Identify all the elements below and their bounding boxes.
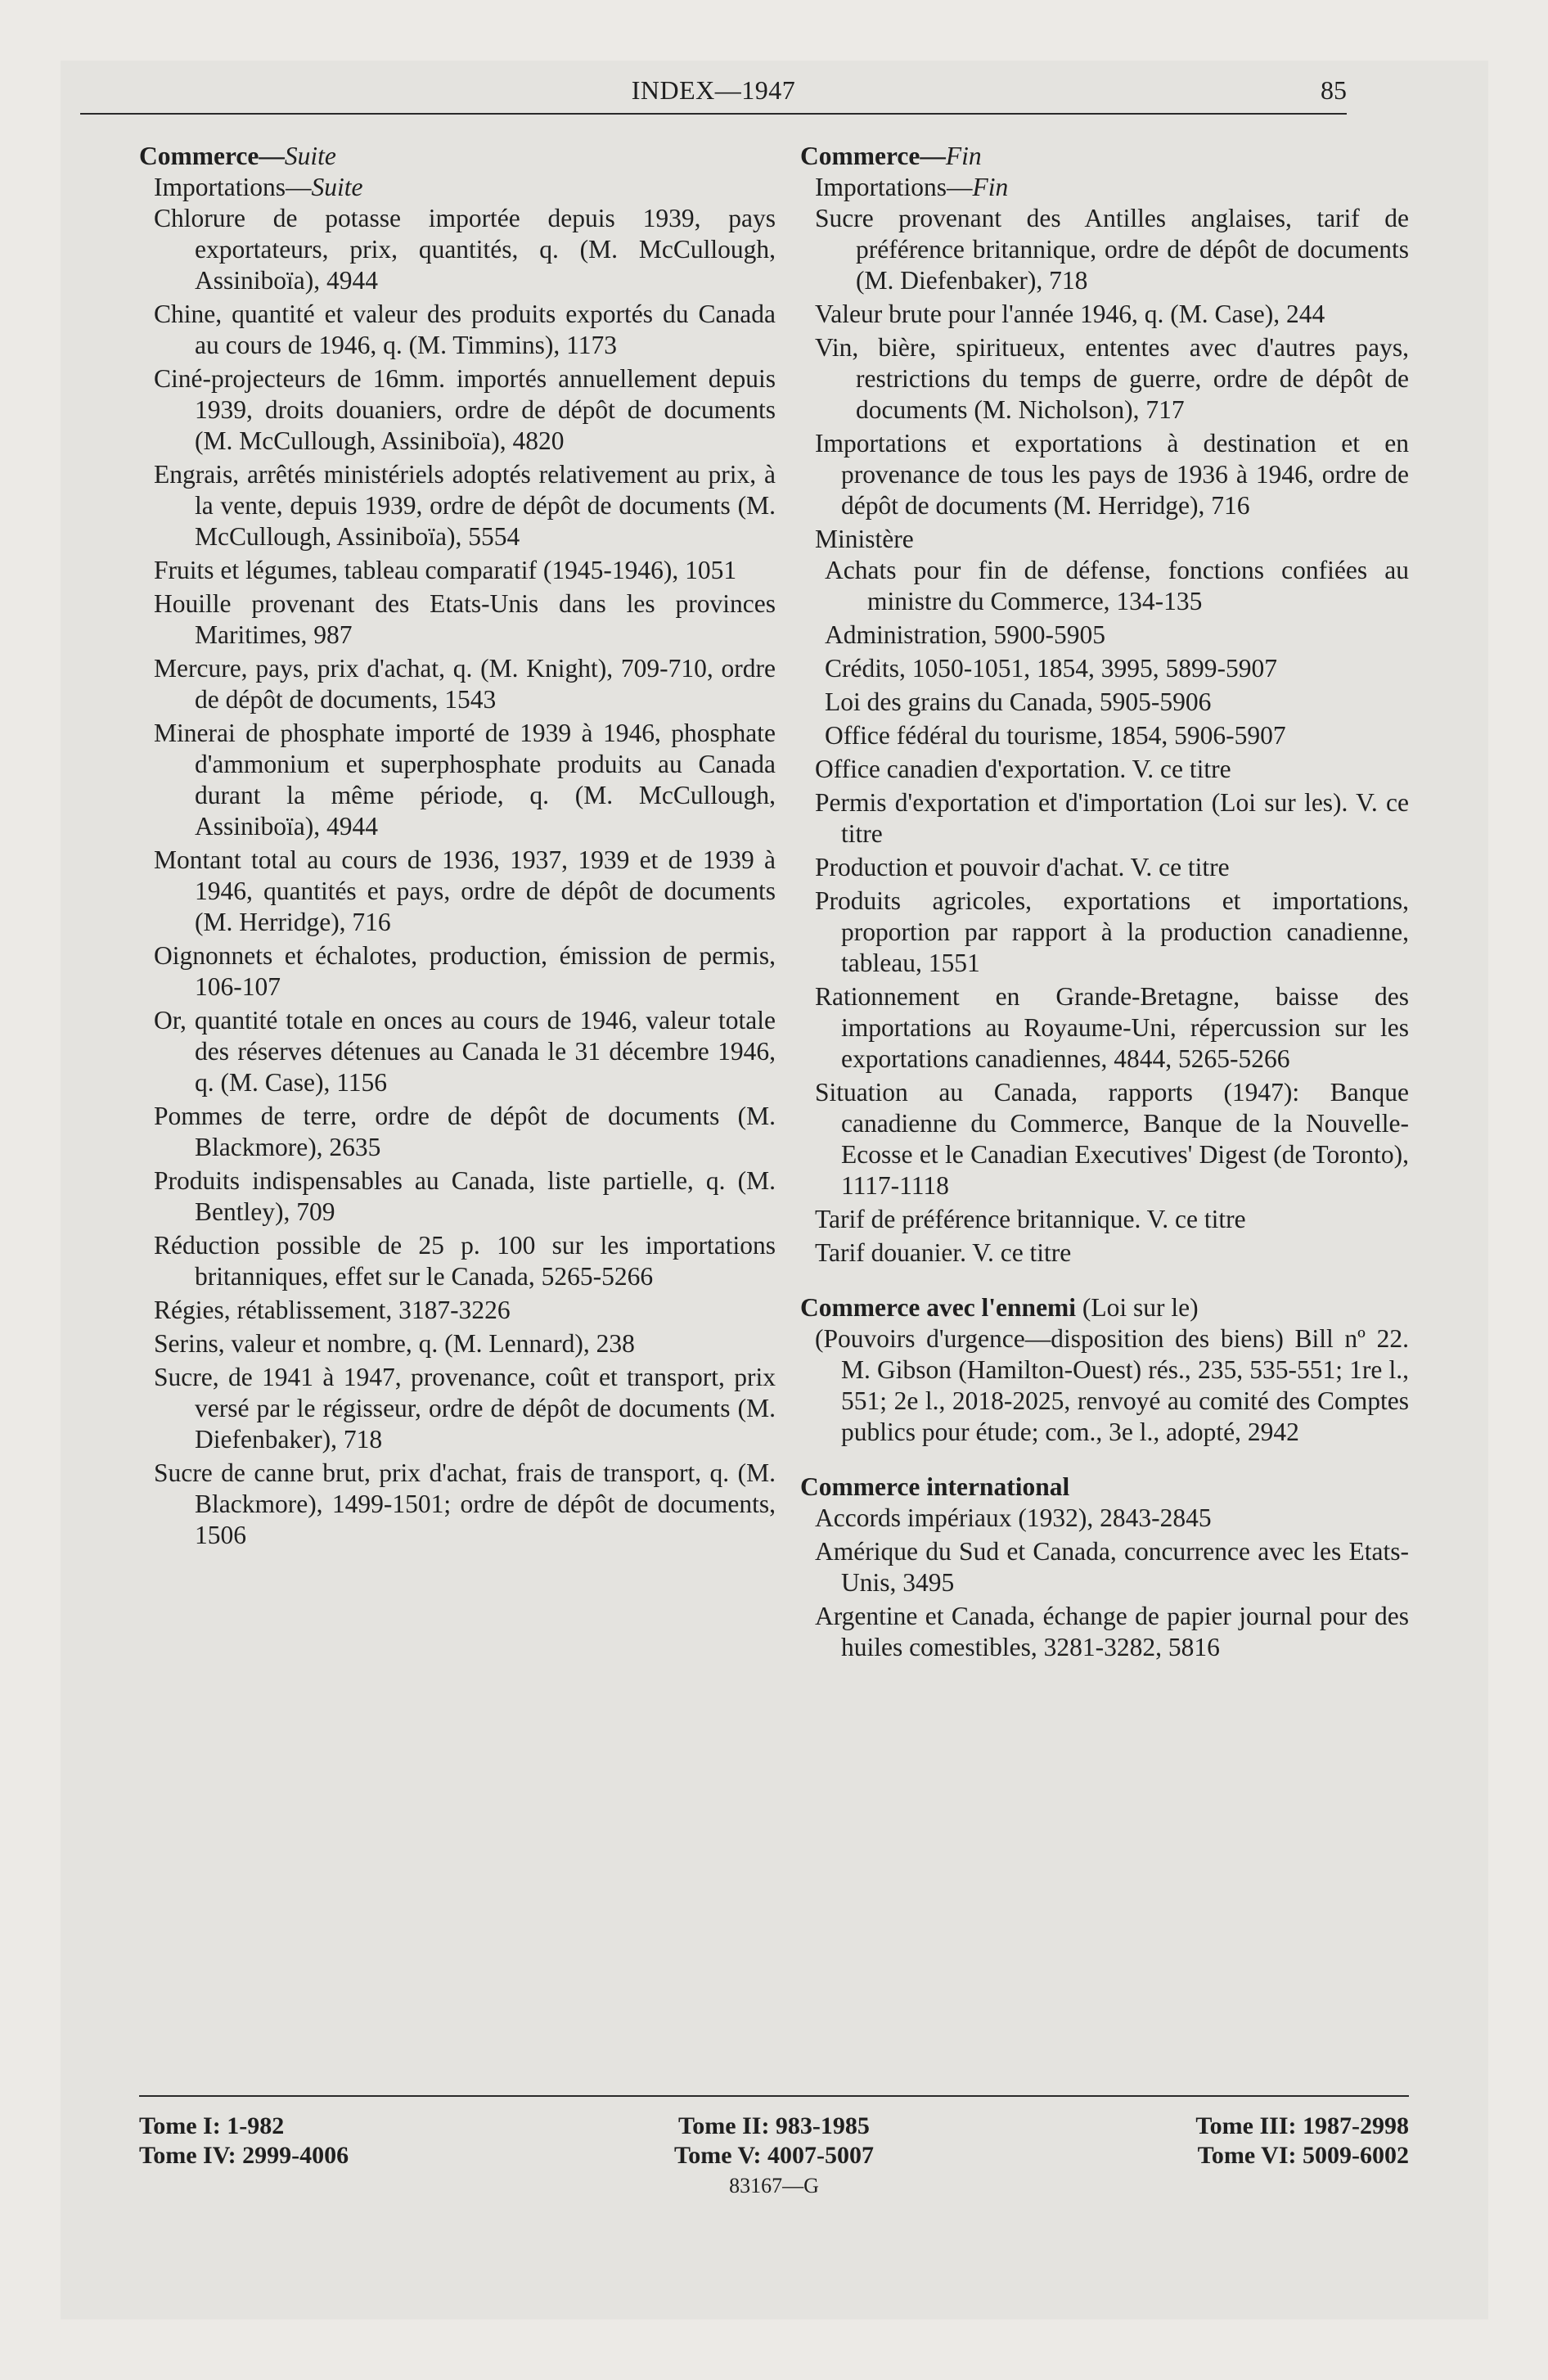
index-entry: Pommes de terre, ordre de dépôt de documents (M. Blackmore), 2635 — [154, 1102, 776, 1161]
index-entry: Chine, quantité et valeur des produits exportés du Canada au cours de 1946, q. (M. Timmins), 1173 — [154, 300, 776, 359]
index-entry: Réduction possible de 25 p. 100 sur les importations britanniques, effet sur le Canada, 5265-5266 — [154, 1231, 776, 1291]
index-entry: Ciné-projecteurs de 16mm. importés annuellement depuis 1939, droits douaniers, ordre de dépôt de documents (M. McCullough, Assiniboïa), 4820 — [154, 364, 776, 455]
print-code: 83167—G — [729, 2174, 819, 2197]
heading-text: Commerce— — [800, 142, 946, 170]
left-column — [139, 141, 776, 1553]
index-entry: Serins, valeur et nombre, q. (M. Lennard), 238 — [154, 1329, 635, 1358]
heading-suite: Suite — [284, 142, 336, 170]
index-entry: Montant total au cours de 1936, 1937, 1939 et de 1939 à 1946, quantités et pays, ordre de dépôt de documents (M. Herridge), 716 — [154, 845, 776, 936]
index-entry: (Pouvoirs d'urgence—disposition des biens) Bill nº 22. M. Gibson (Hamilton-Ouest) rés., 235, 535-551; 1re l., 551; 2e l., 2018-2025, renvoyé au comité des Comptes publics pour étude; com., 3e l., adopté, 2942 — [815, 1324, 1409, 1446]
tome-6: Tome VI: 5009-6002 — [1197, 2142, 1409, 2169]
index-entry: Sucre provenant des Antilles anglaises, tarif de préférence britannique, ordre de dépôt de documents (M. Diefenbaker), 718 — [815, 204, 1409, 295]
heading-fin: Fin — [945, 142, 982, 170]
ministere-label: Ministère — [815, 525, 914, 553]
index-entry: Production et pouvoir d'achat. V. ce titre — [815, 853, 1230, 881]
ennemi-heading-rest: (Loi sur le) — [1076, 1293, 1199, 1322]
index-entry: Administration, 5900-5905 — [825, 620, 1105, 649]
index-entry: Situation au Canada, rapports (1947): Banque canadienne du Commerce, Banque de la Nouvelle-Ecosse et le Canadian Executives' Digest (de Toronto), 1117-1118 — [815, 1078, 1409, 1200]
right-column — [800, 141, 1409, 1666]
index-entry: Tarif douanier. V. ce titre — [815, 1238, 1072, 1267]
index-entry: Office canadien d'exportation. V. ce titre — [815, 755, 1231, 783]
page-title: INDEX—1947 — [631, 75, 796, 105]
heading-text: Commerce— — [139, 142, 285, 170]
index-entry: Or, quantité totale en onces au cours de 1946, valeur totale des réserves détenues au Canada le 31 décembre 1946, q. (M. Case), 1156 — [154, 1006, 776, 1097]
index-entry: Valeur brute pour l'année 1946, q. (M. Case), 244 — [815, 300, 1325, 328]
section-heading — [139, 141, 776, 172]
index-entry: Mercure, pays, prix d'achat, q. (M. Knight), 709-710, ordre de dépôt de documents, 1543 — [154, 654, 776, 714]
page-number: 85 — [1321, 75, 1347, 105]
index-entry: Sucre de canne brut, prix d'achat, frais de transport, q. (M. Blackmore), 1499-1501; ordre de dépôt de documents, 1506 — [154, 1458, 776, 1549]
running-head — [80, 72, 1347, 115]
index-entry: Produits agricoles, exportations et importations, proportion par rapport à la production canadienne, tableau, 1551 — [815, 886, 1409, 977]
section-heading — [800, 141, 1409, 172]
index-entry: Houille provenant des Etats-Unis dans les provinces Maritimes, 987 — [154, 589, 776, 649]
index-entry: Fruits et légumes, tableau comparatif (1945-1946), 1051 — [154, 556, 737, 584]
index-entry: Engrais, arrêtés ministériels adoptés relativement au prix, à la vente, depuis 1939, ordre de dépôt de documents (M. McCullough, Assiniboïa), 5554 — [154, 460, 776, 551]
index-entry: Oignonnets et échalotes, production, émission de permis, 106-107 — [154, 941, 776, 1001]
spacer — [800, 1271, 1409, 1292]
index-entry: Accords impériaux (1932), 2843-2845 — [815, 1503, 1212, 1532]
footer-row-2 — [139, 2141, 1409, 2170]
index-entry: Rationnement en Grande-Bretagne, baisse des importations au Royaume-Uni, répercussion sur les exportations canadiennes, 4844, 5265-5266 — [815, 982, 1409, 1073]
tome-2: Tome II: 983-1985 — [678, 2112, 870, 2139]
index-entry: Sucre, de 1941 à 1947, provenance, coût et transport, prix versé par le régisseur, ordre de dépôt de documents (M. Diefenbaker), 718 — [154, 1363, 776, 1454]
subheading-text: Importations— — [815, 173, 973, 201]
ennemi-heading-bold: Commerce avec l'ennemi — [800, 1293, 1077, 1322]
index-entry: Vin, bière, spiritueux, ententes avec d'autres pays, restrictions du temps de guerre, ordre de dépôt de documents (M. Nicholson), 717 — [815, 333, 1409, 424]
footer — [139, 2095, 1409, 2198]
tome-3: Tome III: 1987-2998 — [1195, 2112, 1409, 2139]
index-entry: Minerai de phosphate importé de 1939 à 1946, phosphate d'ammonium et superphosphate produits au Canada durant la même période, q. (M. McCullough, Assiniboïa), 4944 — [154, 719, 776, 841]
index-entry: Office fédéral du tourisme, 1854, 5906-5907 — [825, 721, 1286, 750]
footer-row-1 — [139, 2112, 1409, 2141]
subheading-text: Importations— — [154, 173, 312, 201]
index-entry: Importations et exportations à destination et en provenance de tous les pays de 1936 à 1946, ordre de dépôt de documents (M. Herridge), 716 — [815, 429, 1409, 520]
index-entry: Permis d'exportation et d'importation (Loi sur les). V. ce titre — [815, 788, 1409, 848]
spacer — [800, 1450, 1409, 1472]
index-entry: Achats pour fin de défense, fonctions confiées au ministre du Commerce, 134-135 — [825, 556, 1409, 615]
index-entry: Tarif de préférence britannique. V. ce titre — [815, 1205, 1246, 1233]
index-entry: Produits indispensables au Canada, liste partielle, q. (M. Bentley), 709 — [154, 1166, 776, 1226]
subheading-suite: Suite — [311, 173, 363, 201]
tome-1: Tome I: 1-982 — [139, 2112, 285, 2139]
index-entry: Crédits, 1050-1051, 1854, 3995, 5899-5907 — [825, 654, 1277, 683]
subheading-fin: Fin — [972, 173, 1009, 201]
tome-5: Tome V: 4007-5007 — [674, 2142, 874, 2169]
index-entry: Loi des grains du Canada, 5905-5906 — [825, 687, 1212, 716]
index-entry: Régies, rétablissement, 3187-3226 — [154, 1296, 511, 1324]
index-entry: Chlorure de potasse importée depuis 1939, pays exportateurs, prix, quantités, q. (M. McCullough, Assiniboïa), 4944 — [154, 204, 776, 295]
subsection-heading — [139, 172, 776, 203]
index-entry: Amérique du Sud et Canada, concurrence avec les Etats-Unis, 3495 — [815, 1537, 1409, 1597]
subsection-heading — [800, 172, 1409, 203]
ennemi-heading — [800, 1292, 1409, 1323]
international-heading: Commerce international — [800, 1472, 1070, 1501]
index-entry: Argentine et Canada, échange de papier journal pour des huiles comestibles, 3281-3282, 5816 — [815, 1602, 1409, 1661]
tome-4: Tome IV: 2999-4006 — [139, 2142, 349, 2169]
